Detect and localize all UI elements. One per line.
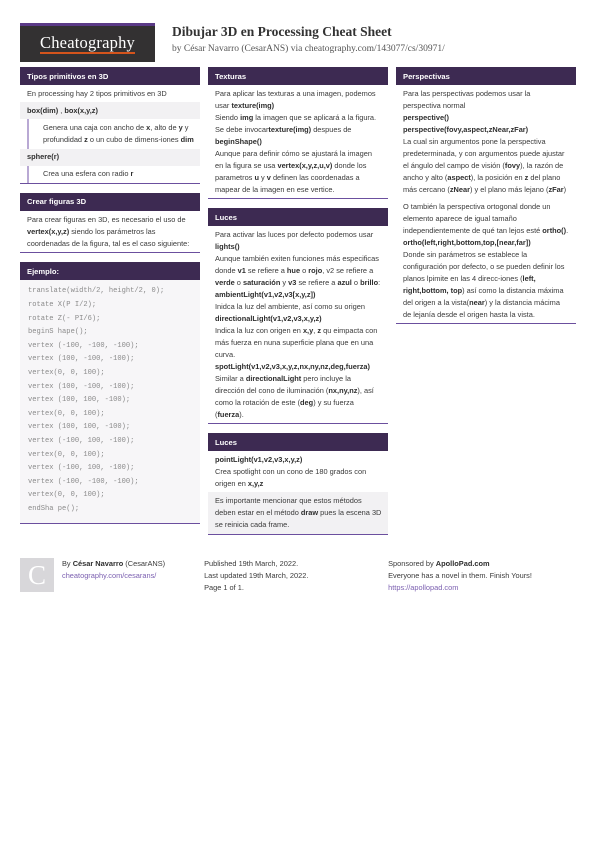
title-block bbox=[155, 23, 445, 56]
code-line: vertex (-100, -100, -100); bbox=[28, 341, 139, 350]
block-title: Tipos primitivos en 3D bbox=[20, 67, 200, 85]
block-title: Crear figuras 3D bbox=[20, 193, 200, 211]
author-line bbox=[62, 558, 165, 570]
block-body bbox=[20, 211, 200, 253]
code-line: vertex (-100, 100, -100); bbox=[28, 464, 135, 473]
block-row: Crea una esfera con radio r bbox=[27, 166, 200, 183]
code-line: vertex (-100, -100, -100); bbox=[28, 477, 139, 486]
block-body bbox=[208, 85, 388, 199]
cheat-block bbox=[208, 208, 388, 424]
content-column bbox=[208, 67, 388, 544]
cheat-block bbox=[208, 433, 388, 534]
published-date: Published 19th March, 2022. bbox=[204, 558, 299, 568]
block-row: Para las perspectivas podemos usar la perspectiva normal perspective() perspective(fovy,aspect,zNear,zFar) La cual sin argumentos pone la perspectiva predeterminada, y con argumentos puede ajustar el ángulo del campo de visión (fovy), la razón de ancho y alto (aspect), la posición en z del plano más cercano (zNear) y el plano más lejano (zFar) bbox=[403, 88, 567, 194]
block-body bbox=[20, 85, 200, 184]
block-row: En processing hay 2 tipos primitivos en 3D bbox=[27, 88, 167, 98]
code-line: vertex (100, -100, -100); bbox=[28, 382, 135, 391]
block-title: Texturas bbox=[208, 67, 388, 85]
columns bbox=[20, 67, 580, 544]
block-row: Es importante mencionar que estos métodos deben estar en el método draw pues la escena 3D se reinicia cada frame. bbox=[208, 492, 388, 533]
block-row: box(dim) , box(x,y,z) bbox=[20, 102, 200, 119]
byline bbox=[172, 42, 445, 56]
code-line: vertex (-100, 100, -100); bbox=[28, 437, 135, 446]
code-line: rotate X(P I/2); bbox=[28, 300, 97, 309]
sponsor-tagline: Everyone has a novel in them. Finish Yours! bbox=[388, 570, 532, 580]
code-line: vertex (100, -100, -100); bbox=[28, 355, 135, 364]
code-line: vertex(0, 0, 100); bbox=[28, 409, 105, 418]
page-title: Dibujar 3D en Processing Cheat Sheet bbox=[172, 24, 392, 39]
block-row: sphere(r) bbox=[20, 149, 200, 166]
code-line: beginS hape(); bbox=[28, 328, 88, 337]
code-line: vertex(0, 0, 100); bbox=[28, 491, 105, 500]
block-row: Para activar las luces por defecto podemos usar lights() Aunque también exiten funciones más especificas donde v1 se refiere a hue o rojo, v2 se refiere a verde o saturación y v3 se refiere a azul o brillo: ambientLight(v1,v2,v3[x,y,z]) Inidca la luz del ambiente, así como su origen directionalLight(v1,v2,v3,x,y,z) Indica la luz con origen en x,y, z qu eimpacta con más fuerza en nuna superficie plana que en una curva. spotLight(v1,v2,v3,x,y,z,nx,ny,nz,deg,fuerza) Similar a directionalLight pero incluye la dirección del cono de iluminación (nx,ny,nz), así como la rotación de este (deg) y su fuerza (fuerza). bbox=[215, 229, 381, 419]
author-suffix: (CesarANS) bbox=[123, 558, 166, 568]
block-body bbox=[208, 451, 388, 534]
sponsor-link[interactable]: https://apollopad.com bbox=[388, 582, 459, 592]
footer-author bbox=[20, 558, 204, 594]
page-count: Page 1 of 1. bbox=[204, 582, 244, 592]
code-line: vertex(0, 0, 100); bbox=[28, 368, 105, 377]
author-prefix: By bbox=[62, 558, 73, 568]
footer bbox=[20, 552, 580, 594]
block-title: Luces bbox=[208, 208, 388, 226]
code-block bbox=[20, 280, 200, 523]
cheat-block bbox=[20, 262, 200, 523]
cheat-block bbox=[208, 67, 388, 199]
content-column bbox=[20, 67, 200, 544]
code-line: vertex (100, 100, -100); bbox=[28, 396, 131, 405]
content-column bbox=[396, 67, 576, 544]
cheatography-logo[interactable] bbox=[20, 23, 155, 62]
byline-link[interactable]: cheatography.com/143077/cs/30971/ bbox=[304, 43, 445, 54]
sponsor-name: ApolloPad.com bbox=[435, 558, 490, 568]
block-title: Ejemplo: bbox=[20, 262, 200, 280]
footer-dates bbox=[204, 558, 388, 594]
avatar: C bbox=[20, 558, 54, 592]
updated-date: Last updated 19th March, 2022. bbox=[204, 570, 309, 580]
block-body bbox=[208, 226, 388, 424]
block-body bbox=[396, 85, 576, 324]
code-line: endSha pe(); bbox=[28, 505, 80, 514]
code-line: translate(width/2, height/2, 0); bbox=[28, 287, 165, 296]
byline-author: by César Navarro (CesarANS) via bbox=[172, 43, 305, 54]
sponsor-prefix: Sponsored by bbox=[388, 558, 436, 568]
block-title: Luces bbox=[208, 433, 388, 451]
footer-sponsor bbox=[388, 558, 580, 594]
block-row: Para aplicar las texturas a una imagen, podemos usar texture(img) Siendo img la imagen que se aplicará a la figura. Se debe invocartexture(img) despues de beginShape() Aunque para definir cómo se ajustará la imagen en la figura se usa vertex(x,y,z,u,v) donde los parametros u y v definen las coordenadas a mapear de la imagen en ese vertice. bbox=[215, 88, 377, 194]
block-row: pointLight(v1,v2,v3,x,y,z) Crea spotlight con un cono de 180 grados con origen en x,y,z bbox=[215, 454, 367, 488]
code-line: rotate Z(- PI/6); bbox=[28, 314, 101, 323]
block-row: O también la perspectiva ortogonal donde un elemento aparece de igual tamaño independientemente de qué tan lejos esté ortho(). ortho(left,right,bottom,top,[near,far]) Donde sin parámetros se establece la configuración por defecto, o se pueden definir los planos lpimite en las 4 direcc-iones (left, right,bottom, top) así como la distancia máxima del origen a la vista(near) y la distancia mácima de lejanía desde el origen hasta la vista. bbox=[403, 201, 569, 319]
block-row: Para crear figuras en 3D, es necesario el uso de vertex(x,y,z) siendo los parámetros las coordenadas de la figura, tal es el caso siguiente: bbox=[27, 214, 190, 248]
logo-text: Cheatography bbox=[40, 34, 135, 54]
author-name: César Navarro bbox=[72, 558, 124, 568]
cheat-block bbox=[20, 67, 200, 184]
block-title: Perspectivas bbox=[396, 67, 576, 85]
masthead bbox=[20, 0, 580, 62]
author-profile-link[interactable]: cheatography.com/cesarans/ bbox=[62, 570, 157, 580]
cheat-block bbox=[20, 193, 200, 253]
block-row: Genera una caja con ancho de x, alto de y y profundidad z o un cubo de dimens-iones dim bbox=[27, 119, 200, 148]
code-line: vertex (100, 100, -100); bbox=[28, 423, 131, 432]
sponsor-line bbox=[388, 558, 580, 570]
code-line: vertex(0, 0, 100); bbox=[28, 450, 105, 459]
cheat-block bbox=[396, 67, 576, 324]
